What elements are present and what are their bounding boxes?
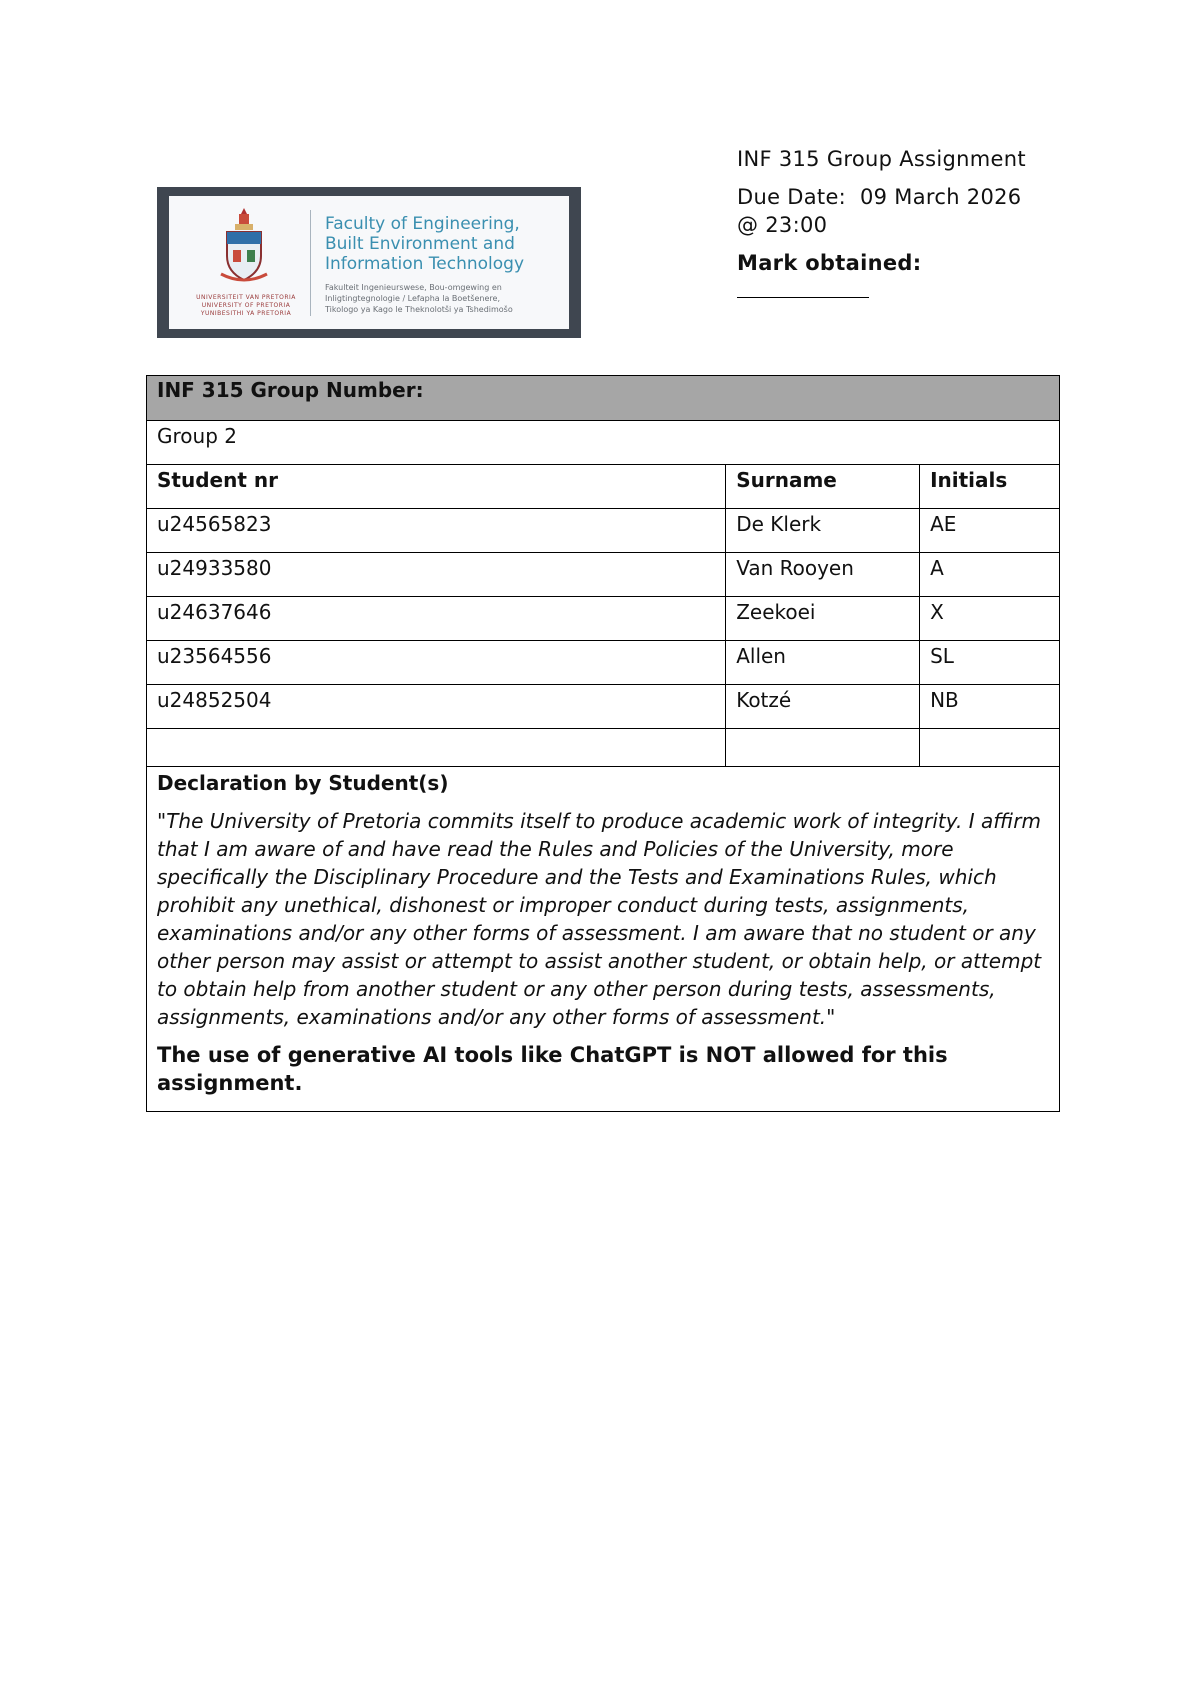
faculty-name: Faculty of Engineering, Built Environment and Information Technology bbox=[325, 214, 525, 274]
university-name: UNIVERSITEIT VAN PRETORIA UNIVERSITY OF PRETORIA YUNIBESITHI YA PRETORIA bbox=[196, 294, 296, 317]
assignment-title: INF 315 Group Assignment bbox=[737, 147, 1026, 171]
student-nr-cell: u23564556 bbox=[147, 641, 726, 685]
surname-cell: Van Rooyen bbox=[726, 553, 920, 597]
surname-cell: Zeekoei bbox=[726, 597, 920, 641]
student-nr-cell: u24933580 bbox=[147, 553, 726, 597]
column-header-initials: Initials bbox=[920, 465, 1060, 509]
declaration-quote: "The University of Pretoria commits itself to produce academic work of integrity. I affirm that I am aware of and have read the Rules and Policies of the University, more specifically the Disciplinary Procedure and the Tests and Examinations Rules, which prohibit any unethical, dishonest or improper conduct during tests, assignments, examinations and/or any other forms of assessment. I am aware that no student or any other person may assist or attempt to assist another student, or obtain help, or attempt to obtain help from another student or any other person during tests, assessments, assignments, examinations and/or any other forms of assessment." bbox=[157, 809, 1042, 1029]
initials-cell: X bbox=[920, 597, 1060, 641]
empty-cell bbox=[726, 729, 920, 767]
group-number-value: Group 2 bbox=[147, 421, 1060, 465]
empty-table-row bbox=[147, 729, 1060, 767]
declaration-title: Declaration by Student(s) bbox=[157, 771, 449, 795]
column-header-student-nr: Student nr bbox=[147, 465, 726, 509]
initials-cell: NB bbox=[920, 685, 1060, 729]
initials-cell: AE bbox=[920, 509, 1060, 553]
mark-blank-line bbox=[737, 283, 869, 298]
logo-panel bbox=[169, 196, 569, 329]
table-row bbox=[147, 597, 1060, 641]
table-row bbox=[147, 685, 1060, 729]
initials-cell: SL bbox=[920, 641, 1060, 685]
student-nr-cell: u24565823 bbox=[147, 509, 726, 553]
column-header-surname: Surname bbox=[726, 465, 920, 509]
student-nr-cell: u24852504 bbox=[147, 685, 726, 729]
group-number-header: INF 315 Group Number: bbox=[147, 376, 1060, 421]
table-row bbox=[147, 553, 1060, 597]
table-row bbox=[147, 641, 1060, 685]
due-date: Due Date: 09 March 2026 @ 23:00 bbox=[737, 185, 1022, 237]
table-row bbox=[147, 509, 1060, 553]
initials-cell: A bbox=[920, 553, 1060, 597]
table-header-row bbox=[147, 465, 1060, 509]
surname-cell: Allen bbox=[726, 641, 920, 685]
empty-cell bbox=[147, 729, 726, 767]
surname-cell: Kotzé bbox=[726, 685, 920, 729]
faculty-subtitle: Fakulteit Ingenieurswese, Bou-omgewing en Inligtingtegnologie / Lefapha la Boetšenere, Tikologo ya Kago le Theknolotši ya Tshedimošo bbox=[325, 283, 513, 314]
group-form-table bbox=[146, 375, 1060, 1112]
empty-cell bbox=[920, 729, 1060, 767]
assignment-info bbox=[737, 145, 1037, 305]
logo-divider bbox=[310, 210, 311, 316]
mark-obtained: Mark obtained: bbox=[737, 249, 1037, 305]
ai-notice: The use of generative AI tools like ChatGPT is NOT allowed for this assignment. bbox=[157, 1043, 948, 1095]
student-nr-cell: u24637646 bbox=[147, 597, 726, 641]
declaration-section bbox=[147, 767, 1060, 1112]
surname-cell: De Klerk bbox=[726, 509, 920, 553]
university-crest-icon bbox=[217, 206, 271, 288]
faculty-logo bbox=[157, 187, 581, 338]
